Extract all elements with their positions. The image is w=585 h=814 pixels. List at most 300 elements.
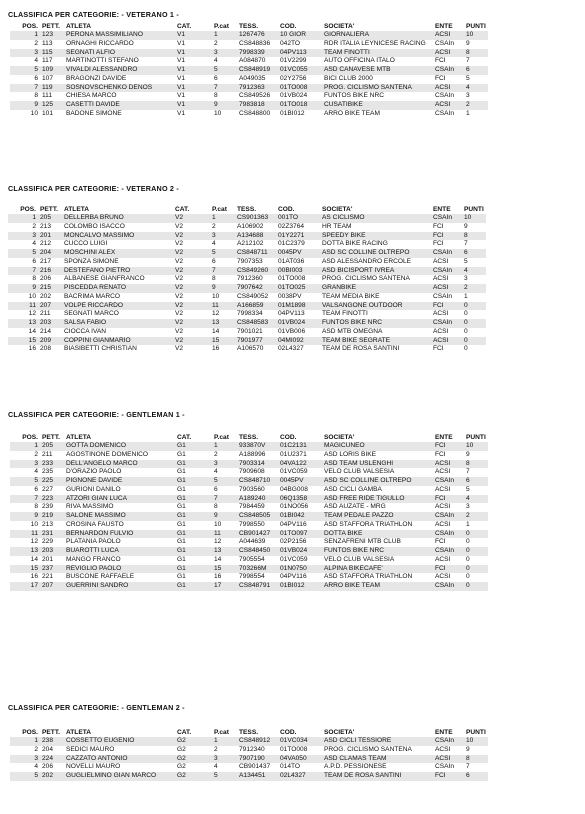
cell-pcat: 6 bbox=[214, 485, 218, 493]
cell-societa: FUNTOS BIKE NRC bbox=[321, 319, 432, 328]
column-header-cod: COD. bbox=[280, 434, 297, 441]
cell-ente: ACSI bbox=[434, 755, 465, 764]
cell-punti: 9 bbox=[464, 222, 468, 230]
cell-cod: 02L4327 bbox=[278, 345, 304, 353]
cell-punti: 10 bbox=[465, 737, 488, 746]
cell-cod: 01TO008 bbox=[280, 745, 308, 753]
cell-pcat: 10 bbox=[212, 292, 220, 300]
cell-tess: A134451 bbox=[238, 772, 279, 781]
cell-societa: ASD CICLI TESSIORE bbox=[323, 737, 434, 746]
cell-punti: 1 bbox=[466, 520, 470, 528]
cell-cod: 01N0750 bbox=[279, 565, 323, 574]
cell-punti: 0 bbox=[463, 337, 486, 346]
table-row bbox=[10, 40, 488, 49]
cell-pos: 15 bbox=[8, 337, 39, 346]
cell-punti: 0 bbox=[464, 310, 468, 318]
cell-tess: 7912363 bbox=[238, 84, 279, 93]
cell-pos: 12 bbox=[30, 538, 38, 546]
cell-pett: 202 bbox=[41, 772, 65, 781]
cell-atleta: GUGLIELMINO GIAN MARCO bbox=[65, 772, 176, 781]
cell-cat: V2 bbox=[175, 222, 184, 230]
table-row bbox=[10, 460, 488, 469]
column-header-pett: PETT. bbox=[42, 23, 60, 30]
column-header-ente: ENTE bbox=[435, 23, 453, 30]
column-header-atleta: ATLETA bbox=[64, 206, 90, 213]
cell-cod: 01VC059 bbox=[280, 468, 308, 476]
cell-pcat: 1 bbox=[213, 31, 238, 40]
cell-tess: CS848800 bbox=[239, 109, 271, 117]
cell-atleta: PERONA MASSIMILIANO bbox=[65, 31, 176, 40]
cell-pos: 10 bbox=[28, 292, 36, 300]
cell-pett: 221 bbox=[42, 573, 54, 581]
column-header-punti: PUNTI bbox=[466, 23, 486, 30]
column-header-societa: SOCIETA' bbox=[322, 206, 353, 213]
cell-ente: CSAIn bbox=[432, 214, 463, 223]
cell-pett: 205 bbox=[41, 442, 65, 451]
cell-cod: 042TO bbox=[280, 39, 301, 47]
cell-pcat: 6 bbox=[214, 74, 218, 82]
cell-cat: G1 bbox=[176, 460, 213, 469]
cell-pcat: 1 bbox=[213, 442, 238, 451]
cell-societa: ASD SC COLLINE OLTREPO bbox=[321, 249, 432, 258]
cell-tess: CS848710 bbox=[238, 477, 279, 486]
cell-pcat: 16 bbox=[214, 573, 222, 581]
cell-pos: 6 bbox=[32, 257, 36, 265]
cell-pcat: 8 bbox=[212, 275, 216, 283]
cell-atleta: BERNARDON FULVIO bbox=[65, 530, 176, 539]
cell-atleta: CROSINA FAUSTO bbox=[66, 520, 124, 528]
cell-pcat: 6 bbox=[212, 257, 216, 265]
cell-pcat: 13 bbox=[213, 547, 238, 556]
cell-atleta: ATZORI GIAN LUCA bbox=[65, 495, 176, 504]
cell-cod: 01VC059 bbox=[280, 555, 308, 563]
cell-cod: 01TO097 bbox=[279, 530, 323, 539]
cell-cod: 01TO008 bbox=[278, 275, 306, 283]
cell-ente: ACSI bbox=[434, 31, 465, 40]
cell-atleta: SEGNATI ALFIO bbox=[65, 49, 176, 58]
cell-pett: 205 bbox=[39, 214, 63, 223]
cell-societa: TEAM PEDALE PAZZO bbox=[323, 512, 434, 521]
cell-punti: 2 bbox=[463, 284, 486, 293]
table-row bbox=[10, 101, 488, 110]
cell-cat: V2 bbox=[174, 302, 211, 311]
table-row bbox=[8, 232, 486, 241]
cell-tess: A212102 bbox=[237, 240, 264, 248]
cell-societa: MAGICUNEO bbox=[323, 442, 434, 451]
cell-pos: 14 bbox=[30, 555, 38, 563]
cell-cat: V1 bbox=[177, 74, 186, 82]
cell-atleta: COPPINI GIANMARIO bbox=[63, 337, 174, 346]
cell-tess: A049035 bbox=[239, 74, 266, 82]
cell-pos: 1 bbox=[8, 214, 39, 223]
cell-cat: V2 bbox=[175, 292, 184, 300]
cell-cod: 01VB006 bbox=[278, 327, 306, 335]
cell-pcat: 2 bbox=[214, 450, 218, 458]
cell-cod: 04PV113 bbox=[278, 310, 305, 318]
cell-ente: CSAIn bbox=[435, 763, 455, 771]
cell-pett: 113 bbox=[42, 39, 53, 47]
cell-atleta: BUSCONE RAFFAELE bbox=[66, 573, 135, 581]
cell-punti: 6 bbox=[463, 249, 486, 258]
cell-tess: 7901977 bbox=[236, 337, 277, 346]
cell-cat: V2 bbox=[174, 267, 211, 276]
cell-pos: 7 bbox=[10, 495, 41, 504]
column-header-pcat: P.cat bbox=[212, 206, 227, 213]
cell-pos: 8 bbox=[32, 275, 36, 283]
cell-atleta: AGOSTINONE DOMENICO bbox=[66, 450, 149, 458]
cell-tess: CS901363 bbox=[236, 214, 277, 223]
cell-atleta: BACRIMA MARCO bbox=[64, 292, 121, 300]
cell-tess: CS848791 bbox=[238, 582, 279, 591]
cell-ente: FCI bbox=[435, 57, 446, 65]
cell-atleta: CUCCO LUIGI bbox=[64, 240, 108, 248]
column-header-pett: PETT. bbox=[40, 206, 58, 213]
column-header-societa: SOCIETA' bbox=[324, 729, 355, 736]
cell-ente: ACSI bbox=[435, 520, 451, 528]
cell-pcat: 10 bbox=[214, 520, 222, 528]
table-row bbox=[10, 66, 488, 75]
cell-pett: 227 bbox=[42, 485, 54, 493]
cell-punti: 5 bbox=[466, 74, 470, 82]
cell-cat: G2 bbox=[176, 737, 213, 746]
cell-punti: 2 bbox=[465, 101, 488, 110]
cell-punti: 3 bbox=[466, 503, 470, 511]
cell-cat: G1 bbox=[177, 468, 186, 476]
cell-pcat: 10 bbox=[214, 109, 222, 117]
cell-ente: ACSI bbox=[432, 284, 463, 293]
cell-pos: 4 bbox=[34, 468, 38, 476]
cell-tess: CB901437 bbox=[239, 763, 271, 771]
cell-tess: A188996 bbox=[239, 450, 266, 458]
cell-cod: 01Y2271 bbox=[277, 232, 321, 241]
cell-cod: 01BI042 bbox=[279, 512, 323, 521]
cell-tess: CS848450 bbox=[238, 547, 279, 556]
cell-societa: ASD AUZATE - MRG bbox=[324, 503, 386, 511]
column-header-atleta: ATLETA bbox=[66, 434, 92, 441]
cell-atleta: DESTEFANO PIETRO bbox=[63, 267, 174, 276]
cell-punti: 1 bbox=[466, 109, 470, 117]
cell-pos: 2 bbox=[34, 39, 38, 47]
cell-cat: G1 bbox=[176, 582, 213, 591]
cell-ente: CSAIn bbox=[433, 292, 453, 300]
cell-punti: 8 bbox=[465, 755, 488, 764]
cell-cod: 01AT036 bbox=[278, 257, 305, 265]
cell-ente: FCI bbox=[432, 302, 463, 311]
cell-tess: A166859 bbox=[236, 302, 277, 311]
cell-cat: V1 bbox=[176, 84, 213, 93]
cell-punti: 0 bbox=[464, 345, 468, 353]
column-header-ente: ENTE bbox=[435, 729, 453, 736]
cell-pett: 212 bbox=[40, 240, 52, 248]
cell-cod: 00BI003 bbox=[277, 267, 321, 276]
cell-punti: 0 bbox=[464, 327, 468, 335]
column-header-societa: SOCIETA' bbox=[324, 434, 355, 441]
cell-cat: G1 bbox=[177, 485, 186, 493]
cell-pett: 206 bbox=[42, 763, 54, 771]
cell-cat: V2 bbox=[174, 249, 211, 258]
cell-pett: 213 bbox=[40, 222, 52, 230]
cell-ente: FCI bbox=[433, 222, 444, 230]
cell-cat: G1 bbox=[177, 555, 186, 563]
table-header-row bbox=[10, 728, 488, 737]
cell-ente: FCI bbox=[434, 495, 465, 504]
cell-punti: 4 bbox=[465, 84, 488, 93]
cell-tess: A134688 bbox=[236, 232, 277, 241]
cell-cat: G1 bbox=[177, 520, 186, 528]
column-header-cod: COD. bbox=[280, 23, 297, 30]
cell-cod: 04PV116 bbox=[280, 520, 307, 528]
cell-tess: 7912340 bbox=[239, 745, 265, 753]
cell-pcat: 8 bbox=[214, 503, 218, 511]
cell-pcat: 15 bbox=[213, 565, 238, 574]
cell-societa: ASD BICISPORT IVREA bbox=[321, 267, 432, 276]
table-header-row bbox=[8, 205, 486, 214]
column-header-cat: CAT. bbox=[177, 729, 192, 736]
cell-cat: G1 bbox=[177, 538, 186, 546]
cell-atleta: DELL'ANGELO MARCO bbox=[65, 460, 176, 469]
cell-atleta: MONCALVO MASSIMO bbox=[63, 232, 174, 241]
cell-ente: CSAIn bbox=[434, 66, 465, 75]
cell-punti: 4 bbox=[465, 495, 488, 504]
cell-societa: TEAM DE ROSA SANTINI bbox=[323, 772, 434, 781]
cell-pcat: 15 bbox=[211, 337, 236, 346]
cell-punti: 10 bbox=[465, 442, 488, 451]
cell-cod: 10 GIOR bbox=[279, 31, 323, 40]
cell-ente: ACSI bbox=[434, 49, 465, 58]
cell-atleta: GURIONI DANILO bbox=[66, 485, 121, 493]
cell-societa: ARRO BIKE TEAM bbox=[323, 582, 434, 591]
column-header-tess: TESS. bbox=[239, 434, 259, 441]
cell-pcat: 2 bbox=[214, 745, 218, 753]
cell-cat: G1 bbox=[176, 442, 213, 451]
cell-tess: 7907642 bbox=[236, 284, 277, 293]
cell-pos: 14 bbox=[28, 327, 36, 335]
cell-pett: 216 bbox=[39, 267, 63, 276]
cell-cod: 04PV116 bbox=[280, 573, 307, 581]
ranking-table bbox=[10, 728, 488, 781]
table-row bbox=[10, 110, 488, 119]
cell-tess: 1267476 bbox=[238, 31, 279, 40]
cell-cat: G1 bbox=[176, 565, 213, 574]
cell-cod: 01TO008 bbox=[279, 84, 323, 93]
cell-cat: V1 bbox=[176, 31, 213, 40]
cell-punti: 0 bbox=[463, 302, 486, 311]
table-row bbox=[10, 84, 488, 93]
cell-punti: 3 bbox=[466, 92, 470, 100]
cell-cat: V2 bbox=[175, 257, 184, 265]
cell-pcat: 1 bbox=[211, 214, 236, 223]
cell-ente: CSAIn bbox=[432, 249, 463, 258]
cell-pos: 16 bbox=[28, 345, 36, 353]
cell-atleta: SALSA FABIO bbox=[63, 319, 174, 328]
cell-societa: SENZAFRENI MTB CLUB bbox=[324, 538, 401, 546]
cell-societa: DOTTA BIKE bbox=[323, 530, 434, 539]
table-row bbox=[10, 755, 488, 764]
cell-cod: 02P2156 bbox=[280, 538, 307, 546]
cell-cat: G1 bbox=[176, 530, 213, 539]
cell-societa: ASD CLAMAS TEAM bbox=[323, 755, 434, 764]
cell-pcat: 12 bbox=[212, 310, 220, 318]
cell-cod: 01V2299 bbox=[280, 57, 307, 65]
cell-ente: CSAIn bbox=[434, 547, 465, 556]
cell-punti: 0 bbox=[463, 319, 486, 328]
table-row bbox=[10, 512, 488, 521]
cell-tess: CS849260 bbox=[236, 267, 277, 276]
table-row bbox=[10, 442, 488, 451]
table-row bbox=[10, 486, 488, 495]
cell-cat: V1 bbox=[176, 66, 213, 75]
cell-ente: ACSI bbox=[434, 101, 465, 110]
cell-pcat: 7 bbox=[211, 267, 236, 276]
table-row bbox=[10, 503, 488, 512]
cell-pett: 211 bbox=[40, 310, 51, 318]
cell-tess: 7905554 bbox=[239, 555, 265, 563]
cell-atleta: SEGNATI MARCO bbox=[64, 310, 119, 318]
ranking-table bbox=[10, 433, 488, 591]
cell-punti: 4 bbox=[463, 267, 486, 276]
cell-tess: A044639 bbox=[239, 538, 266, 546]
cell-cod: 04VA050 bbox=[279, 755, 323, 764]
table-header-row bbox=[10, 22, 488, 31]
cell-cat: G1 bbox=[176, 512, 213, 521]
cell-tess: A189240 bbox=[238, 495, 279, 504]
cell-punti: 6 bbox=[465, 66, 488, 75]
cell-ente: FCI bbox=[435, 74, 446, 82]
cell-punti: 10 bbox=[465, 31, 488, 40]
cell-pett: 209 bbox=[39, 337, 63, 346]
table-row bbox=[10, 49, 488, 58]
cell-cod: 01VB024 bbox=[279, 547, 323, 556]
column-header-pos: POS. bbox=[20, 206, 36, 213]
cell-societa: A.P.D. PESSIONESE bbox=[324, 763, 387, 771]
ranking-table bbox=[8, 205, 486, 354]
table-row bbox=[10, 547, 488, 556]
cell-pett: 219 bbox=[41, 512, 65, 521]
cell-punti: 6 bbox=[465, 477, 488, 486]
table-row bbox=[10, 468, 488, 477]
cell-pos: 4 bbox=[34, 57, 38, 65]
cell-cod: 02L4327 bbox=[279, 772, 323, 781]
cell-tess: CS848836 bbox=[239, 39, 271, 47]
cell-cat: G1 bbox=[177, 503, 186, 511]
column-header-cat: CAT. bbox=[175, 206, 190, 213]
table-row bbox=[10, 582, 488, 591]
cell-punti: 9 bbox=[466, 450, 470, 458]
cell-punti: 0 bbox=[466, 555, 470, 563]
cell-pett: 207 bbox=[39, 302, 63, 311]
column-header-pos: POS. bbox=[22, 23, 38, 30]
cell-punti: 0 bbox=[466, 538, 470, 546]
column-header-pett: PETT. bbox=[42, 434, 60, 441]
column-header-punti: PUNTI bbox=[464, 206, 484, 213]
cell-societa: CUSATIBIKE bbox=[323, 101, 434, 110]
cell-pett: 211 bbox=[42, 450, 53, 458]
cell-tess: 703266M bbox=[238, 565, 279, 574]
cell-atleta: CIOCCA IVAN bbox=[64, 327, 107, 335]
cell-pett: 206 bbox=[40, 275, 52, 283]
cell-tess: 7998554 bbox=[239, 573, 265, 581]
cell-societa: AS CICLISMO bbox=[321, 214, 432, 223]
cell-cod: 04BG008 bbox=[280, 485, 308, 493]
cell-ente: CSAIn bbox=[432, 319, 463, 328]
column-header-pos: POS. bbox=[22, 434, 38, 441]
cell-pett: 207 bbox=[41, 582, 65, 591]
cell-societa: ASD MTB OMEGNA bbox=[322, 327, 383, 335]
cell-cat: V1 bbox=[177, 39, 186, 47]
column-header-pcat: P.cat bbox=[214, 434, 229, 441]
table-row bbox=[8, 319, 486, 328]
cell-atleta: PISCEDDA RENATO bbox=[63, 284, 174, 293]
table-row bbox=[10, 57, 488, 66]
cell-societa: ALPINA BIKECAFE' bbox=[323, 565, 434, 574]
column-header-atleta: ATLETA bbox=[66, 23, 92, 30]
cell-pos: 4 bbox=[34, 763, 38, 771]
cell-pett: 238 bbox=[41, 737, 65, 746]
cell-pett: 123 bbox=[41, 31, 65, 40]
cell-pos: 10 bbox=[30, 520, 38, 528]
cell-cod: 02Y2756 bbox=[280, 74, 307, 82]
cell-societa: ASD SC COLLINE OLTREPO bbox=[323, 477, 434, 486]
cell-pcat: 17 bbox=[213, 582, 238, 591]
cell-pcat: 3 bbox=[211, 232, 236, 241]
cell-cod: 04PV113 bbox=[279, 49, 323, 58]
cell-punti: 5 bbox=[464, 257, 468, 265]
cell-pcat: 16 bbox=[212, 345, 220, 353]
cell-pos: 12 bbox=[28, 310, 36, 318]
table-row bbox=[8, 258, 486, 267]
cell-pos: 5 bbox=[10, 477, 41, 486]
column-header-cat: CAT. bbox=[177, 434, 192, 441]
cell-pett: 239 bbox=[42, 503, 54, 511]
table-row bbox=[8, 249, 486, 258]
cell-atleta: MARTINOTTI STEFANO bbox=[66, 57, 139, 65]
cell-ente: CSAIn bbox=[434, 477, 465, 486]
cell-ente: ACSI bbox=[435, 573, 451, 581]
cell-tess: CB901427 bbox=[238, 530, 279, 539]
cell-pett: 213 bbox=[42, 520, 54, 528]
cell-punti: 10 bbox=[463, 214, 486, 223]
cell-pcat: 5 bbox=[213, 66, 238, 75]
cell-tess: 7907190 bbox=[238, 755, 279, 764]
cell-cod: 01U2371 bbox=[280, 450, 307, 458]
table-row bbox=[8, 310, 486, 319]
cell-societa: SPEEDY BIKE bbox=[321, 232, 432, 241]
cell-tess: CS848583 bbox=[236, 319, 277, 328]
cell-pcat: 14 bbox=[214, 555, 222, 563]
table-row bbox=[8, 302, 486, 311]
cell-atleta: BRAGONZI DAVIDE bbox=[66, 74, 127, 82]
cell-atleta: VOLPE RICCARDO bbox=[63, 302, 174, 311]
cell-cod: 0045PV bbox=[279, 477, 323, 486]
cell-punti: 7 bbox=[464, 240, 468, 248]
cell-atleta: MANGO FRANCO bbox=[66, 555, 121, 563]
cell-punti: 5 bbox=[466, 485, 470, 493]
cell-societa: ASD LORIS BIKE bbox=[324, 450, 377, 458]
cell-pcat: 4 bbox=[214, 763, 218, 771]
cell-societa: TEAM DE ROSA SANTINI bbox=[322, 345, 400, 353]
column-header-pcat: P.cat bbox=[214, 729, 229, 736]
cell-cat: G1 bbox=[177, 573, 186, 581]
column-header-societa: SOCIETA' bbox=[324, 23, 355, 30]
cell-pos: 1 bbox=[10, 31, 41, 40]
cell-cat: G2 bbox=[177, 745, 186, 753]
cell-atleta: COLOMBO ISACCO bbox=[64, 222, 125, 230]
cell-cod: 01TO018 bbox=[279, 101, 323, 110]
cell-pcat: 2 bbox=[214, 39, 218, 47]
cell-ente: CSAIn bbox=[434, 582, 465, 591]
cell-pcat: 13 bbox=[211, 319, 236, 328]
cell-societa: PROG. CICLISMO SANTENA bbox=[322, 275, 410, 283]
